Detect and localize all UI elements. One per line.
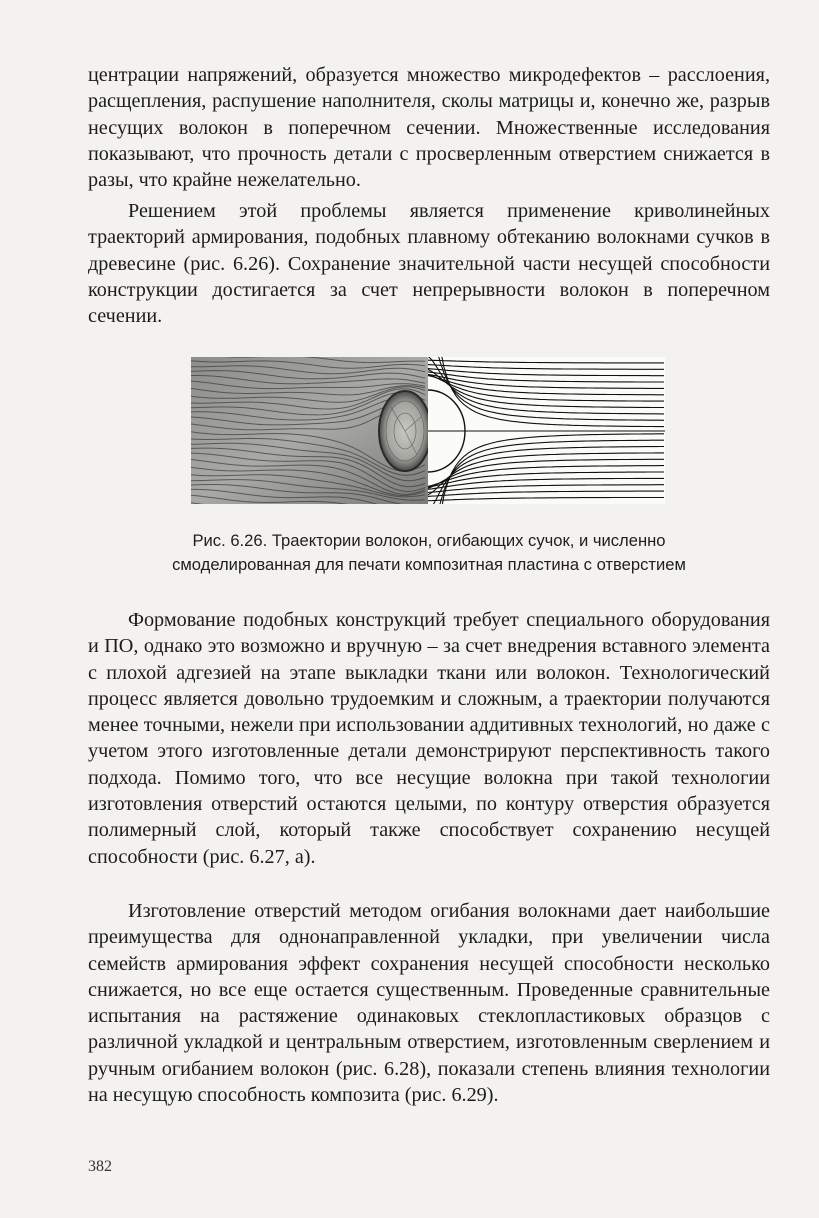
fiber-streamline: [428, 376, 664, 395]
paragraph-4: Изготовление отверстий методом огибания волокнами дает наибольшие преимущества для однонаправленной укладки, при увеличении числа семейств армирования эффект сохранения несущей способности несколько снижается, но все еще остается существенным. Проведенные сравнительные испытания на растяжение одинаковых стеклопластиковых образцов с различной укладкой и центральным отверстием, изготовленным сверлением и ручным огибанием волокон (рис. 6.28), показали степень влияния технологии на несущую способность композита (рис. 6.29).: [88, 900, 770, 1107]
fiber-streamline: [428, 357, 664, 427]
fiber-streamline: [428, 360, 664, 363]
paragraph-1: центрации напряжений, образуется множество микродефектов – расслоения, расщепления, распушение наполнителя, сколы матрицы и, конечно же, разрыв несущих волокон в поперечном сечении. Множественные исследования показывают, что прочность детали с просверленным отверстием снижается в разы, что крайне нежелательно.: [88, 64, 770, 192]
fiber-streamline: [428, 498, 664, 501]
caption-line-2: смоделированная для печати композитная пластина с отверстием: [172, 555, 686, 574]
fiber-streamline: [428, 365, 664, 370]
fiber-streamline: [428, 491, 664, 496]
fiber-streamline: [428, 466, 664, 487]
fiber-trajectories-diagram: [428, 357, 665, 504]
figure-6-26: [191, 357, 665, 504]
paragraph-2: Решением этой проблемы является применение криволинейных траекторий армирования, подобных плавному обтеканию волокнами сучков в древесине (рис. 6.26). Сохранение значительной части несущей способности конструкции достигается за счет непрерывности волокон в поперечном сечении.: [88, 200, 770, 328]
figure-caption: [88, 529, 770, 577]
page-number: 382: [88, 1158, 112, 1175]
paragraph-3: Формование подобных конструкций требует специального оборудования и ПО, однако это возможно и вручную – за счет внедрения вставного элемента с плохой адгезией на этапе выкладки ткани или волокон. Технологический процесс является довольно трудоемким и сложным, а траектории получаются менее точными, нежели при использовании аддитивных технологий, но даже с учетом этого изготовленные детали демонстрируют перспективность такого подхода. Помимо того, что все несущие волокна при такой технологии изготовления отверстий остаются целыми, по контуру отверстия образуется полимерный слой, который также способствует сохранению несущей способности (рис. 6.27, а).: [88, 609, 770, 868]
wood-knot-photo: [191, 357, 428, 504]
fiber-streamline: [428, 372, 664, 382]
caption-line-1: Рис. 6.26. Траектории волокон, огибающих сучок, и численно: [192, 531, 666, 550]
